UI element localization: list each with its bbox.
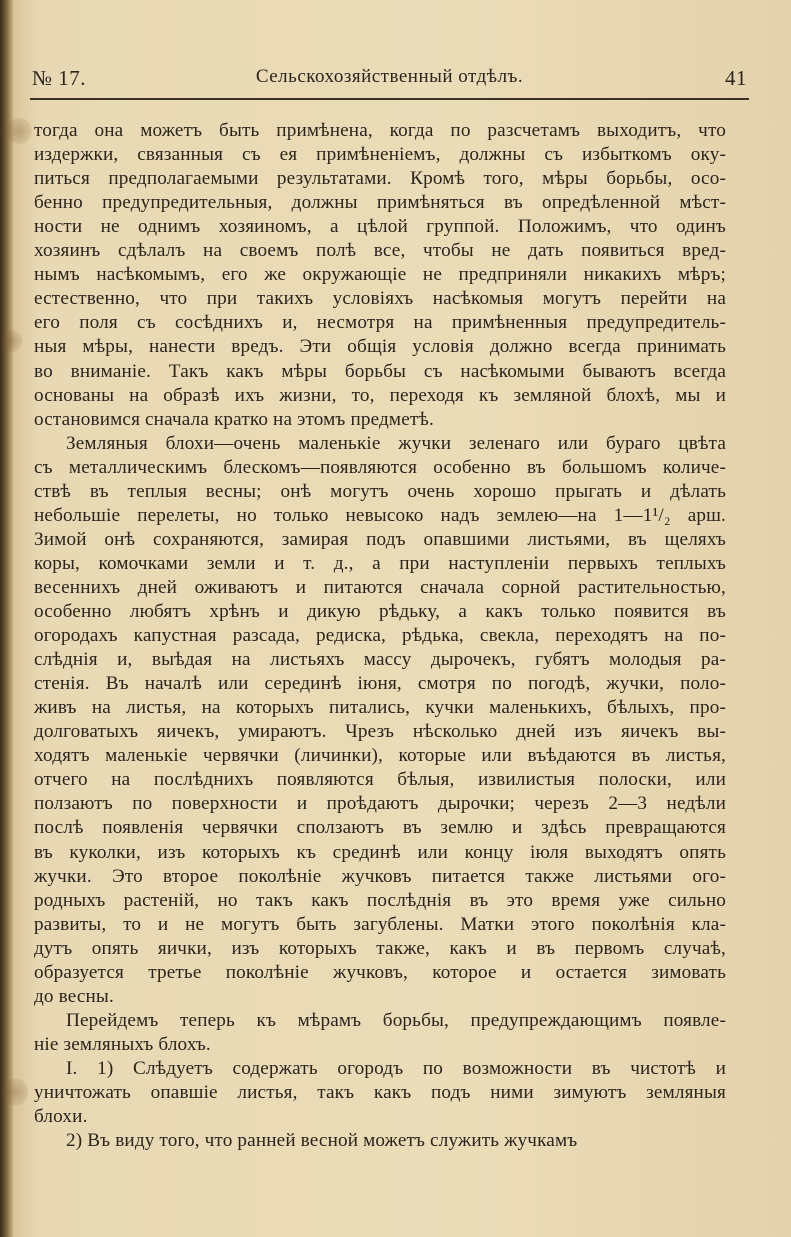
text-line: тогда она можетъ быть примѣнена, когда по разсчетамъ выходитъ, что	[34, 120, 726, 141]
paper-stain	[4, 1078, 28, 1106]
text-line: стенія. Въ началѣ или серединѣ іюня, смотря по погодѣ, жучки, поло-	[34, 673, 726, 695]
text-line: долговатыхъ яичекъ, умираютъ. Чрезъ нѣсколько дней изъ яичекъ вы-	[34, 721, 726, 743]
header-rule	[30, 98, 749, 100]
text-line: дутъ опять яички, изъ которыхъ также, какъ и въ первомъ случаѣ,	[34, 937, 726, 959]
text-line: Перейдемъ теперь къ мѣрамъ борьбы, предупреждающимъ появле-	[66, 1009, 726, 1031]
text-line: ствѣ въ теплыя весны; онѣ могутъ очень хорошо прыгать и дѣлать	[34, 480, 726, 502]
text-line: особенно любятъ хрѣнъ и дикую рѣдьку, а какъ только появится въ	[34, 601, 726, 622]
text-line: слѣднія и, выѣдая на листьяхъ массу дырочекъ, губятъ молодыя ра-	[34, 649, 726, 671]
section-title: Сельскохозяйственный отдѣлъ.	[255, 66, 524, 87]
text-line: 2) Въ виду того, что ранней весной можетъ служить жучкамъ	[66, 1130, 578, 1152]
text-line: уничтожать опавшіе листья, такъ какъ подъ ними зимуютъ земляныя	[34, 1082, 726, 1103]
text-line: питься предполагаемыми результатами. Кромѣ того, мѣры борьбы, осо-	[34, 168, 726, 190]
text-line: основаны на образѣ ихъ жизни, то, переходя къ земляной блохѣ, мы и	[34, 384, 726, 406]
text-line: живъ на листья, на которыхъ питались, кучки маленькихъ, бѣлыхъ, про-	[34, 697, 726, 719]
text-line: небольшіе перелеты, но только невысоко надъ землею—на 1—1¹/₂ арш.	[34, 504, 726, 526]
page-number: 41	[725, 66, 747, 90]
text-line: I. 1) Слѣдуетъ содержать огородъ по возможности въ чистотѣ и	[66, 1057, 726, 1079]
text-line: Зимой онѣ сохраняются, замирая подъ опавшими листьями, въ щеляхъ	[34, 528, 726, 550]
text-line: коры, комочками земли и т. д., а при наступленіи первыхъ теплыхъ	[34, 552, 726, 574]
text-line: съ металлическимъ блескомъ—появляются особенно въ большомъ количе-	[34, 456, 726, 478]
text-line: нымъ насѣкомымъ, его же окружающіе не предприняли никакихъ мѣръ;	[34, 264, 726, 286]
text-line: Земляныя блохи—очень маленькіе жучки зеленаго или бураго цвѣта	[66, 432, 726, 454]
running-header	[32, 66, 747, 96]
text-line: до весны.	[34, 985, 114, 1007]
text-line: родныхъ растеній, но такъ какъ послѣднія въ это время уже сильно	[34, 889, 726, 911]
text-line: весеннихъ дней оживаютъ и питаются сначала сорной растительностью,	[34, 576, 726, 598]
issue-number: № 17.	[32, 66, 87, 90]
paper-stain	[6, 118, 32, 144]
text-line: ніе земляныхъ блохъ.	[34, 1033, 211, 1055]
text-line: его поля съ сосѣднихъ и, несмотря на примѣненныя предупредитель-	[34, 312, 726, 334]
text-line: ходятъ маленькіе червячки (личинки), которые или въѣдаются въ листья,	[34, 745, 726, 767]
text-line: ныя мѣры, нанести вредъ. Эти общія условія должно всегда принимать	[34, 336, 726, 358]
page-binding-shadow	[0, 0, 14, 1237]
text-line: развиты, то и не могутъ быть загублены. Матки этого поколѣнія кла-	[34, 913, 726, 935]
text-line: отчего на послѣднихъ появляются бѣлыя, извилистыя полоски, или	[34, 769, 726, 791]
text-line: блохи.	[34, 1106, 88, 1128]
text-line: послѣ появленія червячки сползаютъ въ землю и здѣсь превращаются	[34, 817, 726, 839]
text-line: ности не однимъ хозяиномъ, а цѣлой группой. Положимъ, что одинъ	[34, 216, 726, 238]
text-line: во вниманіе. Такъ какъ мѣры борьбы съ насѣкомыми бываютъ всегда	[34, 360, 726, 382]
text-line: хозяинъ сдѣлалъ на своемъ полѣ все, чтобы не дать появиться вред-	[34, 240, 726, 262]
text-line: остановимся сначала кратко на этомъ предметѣ.	[34, 408, 434, 430]
text-line: огородахъ капустная разсада, редиска, рѣдька, свекла, переходятъ на по-	[34, 625, 726, 647]
paper-stain	[2, 330, 22, 352]
text-line: въ куколки, изъ которыхъ къ срединѣ или концу іюля выходятъ опять	[34, 841, 726, 863]
text-line: ползаютъ по поверхности и проѣдаютъ дырочки; черезъ 2—3 недѣли	[34, 793, 726, 815]
text-line: издержки, связанныя съ ея примѣненіемъ, должны съ избыткомъ оку-	[34, 144, 726, 166]
text-line: бенно предупредительныя, должны примѣняться въ опредѣленной мѣст-	[34, 192, 726, 214]
text-line: жучки. Это второе поколѣніе жучковъ питается также листьями ого-	[34, 865, 726, 887]
text-line: естественно, что при такихъ условіяхъ насѣкомыя могутъ перейти на	[34, 288, 726, 310]
text-line: образуется третье поколѣніе жучковъ, которое и остается зимовать	[34, 961, 726, 983]
